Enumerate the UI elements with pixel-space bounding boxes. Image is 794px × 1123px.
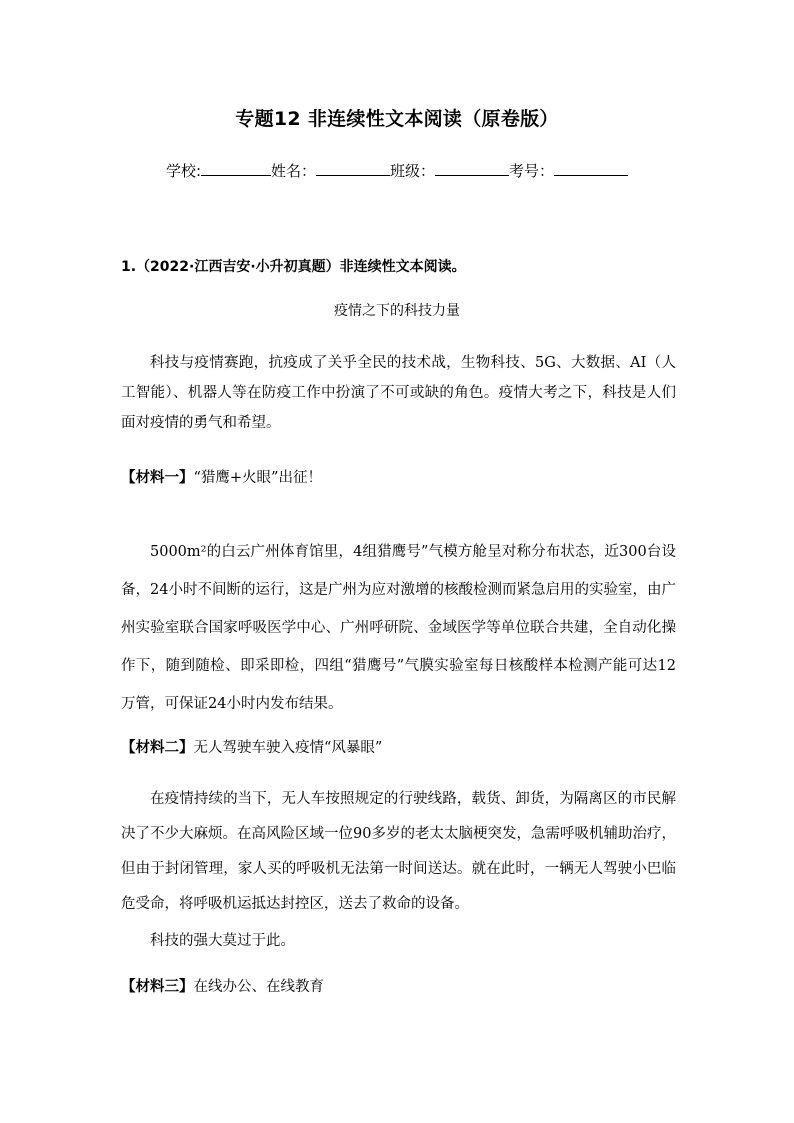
material-three-label: 【材料三】 [121,979,194,995]
school-label: 学校: [165,162,201,180]
class-label: 班级： [390,162,436,180]
id-label: 考号： [509,162,555,180]
class-blank [435,161,509,176]
material-two-closing: 科技的强大莫过于此。 [150,933,295,949]
intro-paragraph [121,348,676,438]
intro-line: （人工智能）、机器人等在防疫工作中扮演了不可或缺的角色。疫情大考之下， [121,355,676,401]
material-three-heading [121,975,324,996]
material-two-line: 在疫情持续的当下，无人车按照规定的行驶线路，载货、卸货，为隔离区的 [150,791,633,807]
material-one-label: 【材料一】 [121,470,194,486]
material-two-label: 【材料二】 [121,740,194,756]
material-two-title: 无人驾驶车驶入疫情“风暴眼” [193,740,383,756]
material-one-line: 台设备，24小时不间断的运行，这是广州为应对激增的核酸检测而紧急启用的 [121,544,676,598]
material-one-line: 合共建，全自动化操作下，随到随检、即采即检，四组“猎鹰号”气膜实验室每日 [121,620,677,674]
material-one-title: “猎鹰+火眼”出征！ [193,470,322,486]
intro-line: 科技是人们面对疫情的勇气和希望。 [121,385,676,431]
name-blank [316,161,390,176]
material-one-line: 实验室，由广州实验室联合国家呼吸医学中心、广州呼研院、金域医学等单位联 [121,582,677,636]
material-two-line: 市民解决了不少大麻烦。在高风险区域一位90多岁的老太太脑梗突发，急需呼 [121,791,677,842]
material-one-heading [121,466,322,487]
page-title: 专题12 非连续性文本阅读（原卷版） [235,108,559,130]
article-title: 疫情之下的科技力量 [334,303,460,319]
material-one-line: 5000m²的白云广州体育馆里，4组猎鹰号”气模方舱呈对称分布状态，近300 [150,544,647,560]
question-heading: 1.（2022·江西吉安·小升初真题）非连续性文本阅读。 [121,259,466,275]
material-two-line: 一辆无人驾驶小巴临危受命，将呼吸机运抵达封控区，送去了救命的设备。 [121,861,677,912]
material-two-line: 吸机辅助治疗，但由于封闭管理，家人买的呼吸机无法第一时间送达。就在此时， [121,826,677,877]
name-label: 姓名： [271,162,317,180]
intro-line: 科技与疫情赛跑，抗疫成了关乎全民的技术战，生物科技、5G、大数据、AI [150,355,647,371]
material-one-line: 核酸样本检测产能可达12万管，可保证24小时内发布结果。 [121,658,676,712]
school-blank [201,161,271,176]
material-three-title: 在线办公、在线教育 [193,979,324,995]
id-blank [554,161,628,176]
student-info-line [0,160,794,181]
material-two-heading [121,736,382,757]
material-two-paragraph [121,782,676,922]
material-one-paragraph [121,533,676,723]
